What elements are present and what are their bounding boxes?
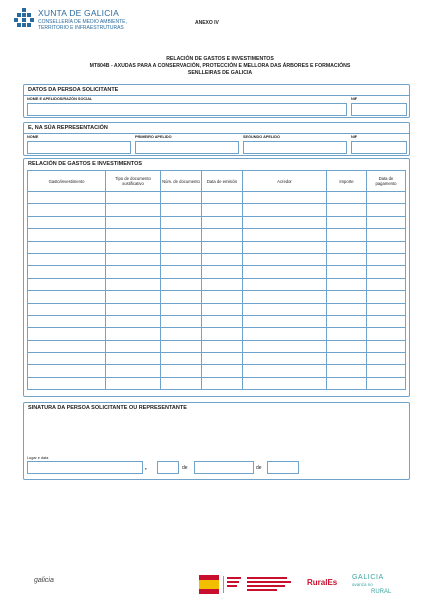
table-cell[interactable] xyxy=(243,328,327,340)
table-cell[interactable] xyxy=(202,315,243,327)
table-cell[interactable] xyxy=(243,303,327,315)
annex-label: ANEXO IV xyxy=(195,20,219,26)
table-row xyxy=(28,266,406,278)
table-cell[interactable] xyxy=(367,241,406,253)
table-cell[interactable] xyxy=(202,303,243,315)
rep-name-label: NOME xyxy=(27,135,39,139)
galicia-rural-line3: RURAL xyxy=(371,588,392,595)
table-cell[interactable] xyxy=(161,328,202,340)
rep-surname2-field[interactable] xyxy=(243,141,347,154)
table-cell[interactable] xyxy=(367,192,406,204)
table-cell[interactable] xyxy=(28,365,106,377)
de-label-2: de xyxy=(256,465,262,471)
table-cell[interactable] xyxy=(28,377,106,389)
table-row xyxy=(28,353,406,365)
applicant-nif-label: NIF xyxy=(351,97,358,101)
table-cell[interactable] xyxy=(28,315,106,327)
title-line2: MT804B - AXUDAS PARA A CONSERVACIÓN, PROTECCIÓN E MELLORA DAS ÁRBORES E FORMACIÓNS xyxy=(89,63,351,69)
table-cell[interactable] xyxy=(243,192,327,204)
table-cell[interactable] xyxy=(327,241,367,253)
table-cell[interactable] xyxy=(106,377,161,389)
table-cell[interactable] xyxy=(367,340,406,352)
table-cell[interactable] xyxy=(28,353,106,365)
table-cell[interactable] xyxy=(161,253,202,265)
table-cell[interactable] xyxy=(202,266,243,278)
signature-section xyxy=(23,402,410,480)
table-cell[interactable] xyxy=(243,377,327,389)
rep-name-field[interactable] xyxy=(27,141,131,154)
col-header: Data de emisión xyxy=(202,171,243,192)
expenses-header-row xyxy=(28,171,406,192)
table-row xyxy=(28,365,406,377)
table-cell[interactable] xyxy=(202,253,243,265)
day-field[interactable] xyxy=(157,461,179,474)
table-row xyxy=(28,303,406,315)
table-cell[interactable] xyxy=(243,315,327,327)
table-cell[interactable] xyxy=(327,303,367,315)
table-cell[interactable] xyxy=(243,204,327,216)
table-cell[interactable] xyxy=(327,377,367,389)
xunta-logo-icon xyxy=(14,8,34,30)
table-row xyxy=(28,192,406,204)
table-cell[interactable] xyxy=(243,229,327,241)
table-cell[interactable] xyxy=(327,253,367,265)
col-header: Data de pagamento xyxy=(367,171,406,192)
applicant-nif-field[interactable] xyxy=(351,103,407,116)
table-cell[interactable] xyxy=(367,278,406,290)
table-cell[interactable] xyxy=(243,241,327,253)
table-row xyxy=(28,241,406,253)
dept-line1: CONSELLERÍA DE MEDIO AMBIENTE, xyxy=(38,18,127,25)
table-cell[interactable] xyxy=(327,340,367,352)
rep-surname2-label: SEGUNDO APELIDO xyxy=(243,135,280,139)
table-cell[interactable] xyxy=(202,278,243,290)
title-line1: RELACIÓN DE GASTOS E INVESTIMENTOS xyxy=(166,56,274,62)
table-cell[interactable] xyxy=(327,192,367,204)
table-cell[interactable] xyxy=(161,291,202,303)
table-cell[interactable] xyxy=(106,192,161,204)
table-cell[interactable] xyxy=(202,204,243,216)
rep-nif-field[interactable] xyxy=(351,141,407,154)
spain-government-logo xyxy=(199,574,294,601)
document-title xyxy=(40,56,400,77)
table-cell[interactable] xyxy=(202,216,243,228)
table-cell[interactable] xyxy=(106,253,161,265)
table-cell[interactable] xyxy=(28,229,106,241)
table-cell[interactable] xyxy=(161,229,202,241)
galicia-rural-logo xyxy=(352,574,391,595)
table-cell[interactable] xyxy=(106,365,161,377)
applicant-name-label: NOME E APELIDOS/RAZÓN SOCIAL xyxy=(27,97,93,101)
table-cell[interactable] xyxy=(327,315,367,327)
expenses-heading: RELACIÓN DE GASTOS E INVESTIMENTOS xyxy=(28,161,143,167)
table-cell[interactable] xyxy=(106,340,161,352)
col-header: Gasto/investimento xyxy=(28,171,106,192)
applicant-section xyxy=(23,84,410,118)
table-cell[interactable] xyxy=(161,365,202,377)
table-cell[interactable] xyxy=(243,266,327,278)
xunta-logo-text xyxy=(38,9,127,31)
table-row xyxy=(28,291,406,303)
table-cell[interactable] xyxy=(367,229,406,241)
place-date-label: Lugar e data xyxy=(27,456,49,460)
table-cell[interactable] xyxy=(327,278,367,290)
rep-nif-label: NIF xyxy=(351,135,358,139)
table-cell[interactable] xyxy=(202,229,243,241)
table-cell[interactable] xyxy=(243,340,327,352)
table-cell[interactable] xyxy=(161,315,202,327)
month-field[interactable] xyxy=(194,461,254,474)
table-row xyxy=(28,229,406,241)
table-cell[interactable] xyxy=(161,278,202,290)
table-cell[interactable] xyxy=(28,328,106,340)
table-cell[interactable] xyxy=(367,253,406,265)
table-row xyxy=(28,278,406,290)
table-cell[interactable] xyxy=(106,353,161,365)
table-row xyxy=(28,216,406,228)
col-header: Importe xyxy=(327,171,367,192)
table-cell[interactable] xyxy=(202,291,243,303)
col-header: Acredor xyxy=(243,171,327,192)
table-cell[interactable] xyxy=(243,365,327,377)
table-cell[interactable] xyxy=(161,377,202,389)
table-cell[interactable] xyxy=(202,192,243,204)
applicant-name-field[interactable] xyxy=(27,103,347,116)
table-cell[interactable] xyxy=(28,253,106,265)
table-cell[interactable] xyxy=(161,204,202,216)
table-cell[interactable] xyxy=(243,291,327,303)
table-row xyxy=(28,315,406,327)
col-header: Núm. de documento xyxy=(161,171,202,192)
table-row xyxy=(28,253,406,265)
table-cell[interactable] xyxy=(202,377,243,389)
table-cell[interactable] xyxy=(327,216,367,228)
table-cell[interactable] xyxy=(106,303,161,315)
table-cell[interactable] xyxy=(243,278,327,290)
table-cell[interactable] xyxy=(161,216,202,228)
table-cell[interactable] xyxy=(106,216,161,228)
table-cell[interactable] xyxy=(327,365,367,377)
representative-heading: E, NA SÚA REPRESENTACIÓN xyxy=(24,123,409,134)
table-cell[interactable] xyxy=(367,353,406,365)
table-cell[interactable] xyxy=(243,253,327,265)
table-cell[interactable] xyxy=(28,278,106,290)
table-row xyxy=(28,377,406,389)
table-cell[interactable] xyxy=(28,204,106,216)
table-cell[interactable] xyxy=(28,340,106,352)
galicia-rural-line1: GALICIA xyxy=(352,574,384,581)
table-cell[interactable] xyxy=(28,266,106,278)
table-cell[interactable] xyxy=(367,365,406,377)
table-cell[interactable] xyxy=(327,353,367,365)
galicia-footer-logo: galicia xyxy=(34,577,54,584)
table-cell[interactable] xyxy=(243,353,327,365)
table-row xyxy=(28,204,406,216)
table-row xyxy=(28,328,406,340)
table-cell[interactable] xyxy=(161,241,202,253)
table-cell[interactable] xyxy=(327,204,367,216)
table-cell[interactable] xyxy=(202,340,243,352)
expenses-table xyxy=(27,170,406,390)
table-cell[interactable] xyxy=(367,291,406,303)
table-cell[interactable] xyxy=(106,229,161,241)
ruraes-logo: RuralEs xyxy=(307,578,338,587)
table-cell[interactable] xyxy=(367,303,406,315)
signature-heading: SINATURA DA PERSOA SOLICITANTE OU REPRESENTANTE xyxy=(28,405,187,411)
table-cell[interactable] xyxy=(106,315,161,327)
table-cell[interactable] xyxy=(327,229,367,241)
table-cell[interactable] xyxy=(28,216,106,228)
table-cell[interactable] xyxy=(367,204,406,216)
table-cell[interactable] xyxy=(106,278,161,290)
table-cell[interactable] xyxy=(28,291,106,303)
table-cell[interactable] xyxy=(28,241,106,253)
table-cell[interactable] xyxy=(106,328,161,340)
table-cell[interactable] xyxy=(161,353,202,365)
table-cell[interactable] xyxy=(161,340,202,352)
table-cell[interactable] xyxy=(106,266,161,278)
table-cell[interactable] xyxy=(243,216,327,228)
de-label-1: de xyxy=(182,465,188,471)
table-cell[interactable] xyxy=(327,266,367,278)
table-cell[interactable] xyxy=(161,192,202,204)
applicant-heading: DATOS DA PERSOA SOLICITANTE xyxy=(24,85,409,96)
dept-line2: TERRITORIO E INFRAESTRUTURAS xyxy=(38,24,124,31)
table-cell[interactable] xyxy=(202,328,243,340)
table-cell[interactable] xyxy=(367,315,406,327)
title-line3: SENLLEIRAS DE GALICIA xyxy=(187,70,253,76)
table-cell[interactable] xyxy=(367,328,406,340)
table-cell[interactable] xyxy=(327,328,367,340)
table-cell[interactable] xyxy=(161,303,202,315)
comma-separator: , xyxy=(145,465,147,471)
table-cell[interactable] xyxy=(202,353,243,365)
table-cell[interactable] xyxy=(202,241,243,253)
table-cell[interactable] xyxy=(28,192,106,204)
galicia-rural-line2: avanza no xyxy=(352,582,373,587)
representative-section xyxy=(23,122,410,156)
rep-surname1-label: PRIMEIRO APELIDO xyxy=(135,135,172,139)
rep-surname1-field[interactable] xyxy=(135,141,239,154)
expenses-body xyxy=(28,192,406,390)
table-cell[interactable] xyxy=(106,291,161,303)
table-cell[interactable] xyxy=(367,216,406,228)
table-cell[interactable] xyxy=(161,266,202,278)
table-cell[interactable] xyxy=(367,266,406,278)
table-cell[interactable] xyxy=(367,377,406,389)
year-field[interactable] xyxy=(267,461,299,474)
table-cell[interactable] xyxy=(202,365,243,377)
col-header: Tipo de documento xustificativo xyxy=(106,171,161,192)
table-cell[interactable] xyxy=(327,291,367,303)
expenses-section xyxy=(23,158,410,397)
table-row xyxy=(28,340,406,352)
table-cell[interactable] xyxy=(28,303,106,315)
table-cell[interactable] xyxy=(106,241,161,253)
place-field[interactable] xyxy=(27,461,143,474)
org-name: XUNTA DE GALICIA xyxy=(38,8,119,18)
table-cell[interactable] xyxy=(106,204,161,216)
